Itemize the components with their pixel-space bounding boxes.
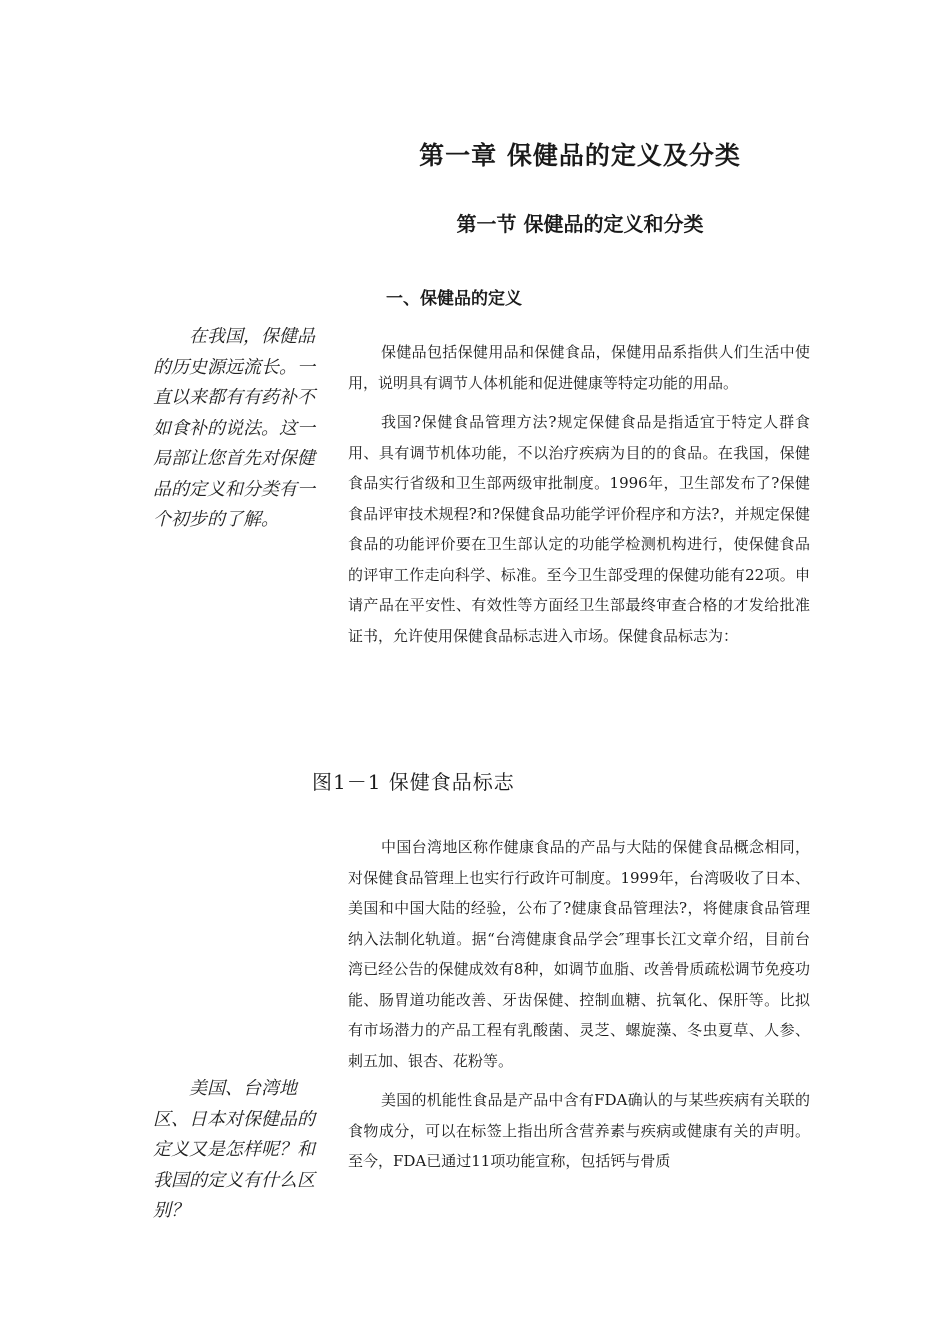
body-paragraph: 我国?保健食品管理方法?规定保健食品是指适宜于特定人群食用、具有调节机体功能，不以治疗疾病为目的的食品。在我国，保健食品实行省级和卫生部两级审批制度。1996年，卫生部发布了?保健食品评审技术规程?和?保健食品功能学评价程序和方法?，并规定保健食品的功能评价要在卫生部认定的功能学检测机构进行，使保健食品的评审工作走向科学、标准。至今卫生部受理的保健功能有22项。申请产品在平安性、有效性等方面经卫生部最终审查合格的才发给批准证书，允许使用保健食品标志进入市场。保健食品标志为： xyxy=(348,413,810,645)
body-text-block xyxy=(348,832,810,1186)
section-title: 第一节 保健品的定义和分类 xyxy=(456,212,704,236)
subsection-title: 一、保健品的定义 xyxy=(386,289,522,309)
margin-note: 美国、台湾地区、日本对保健品的定义又是怎样呢？和我国的定义有什么区别？ xyxy=(153,1078,315,1221)
figure-caption: 图1－1 保健食品标志 xyxy=(312,770,515,794)
body-paragraph: 中国台湾地区称作健康食品的产品与大陆的保健食品概念相同，对保健食品管理上也实行行政许可制度。1999年，台湾吸收了日本、美国和中国大陆的经验，公布了?健康食品管理法?，将健康食品管理纳入法制化轨道。据“台湾健康食品学会″理事长江文章介绍，目前台湾已经公告的保健成效有8种，如调节血脂、改善骨质疏松调节免疫功能、肠胃道功能改善、牙齿保健、控制血糖、抗氧化、保肝等。比拟有市场潜力的产品工程有乳酸菌、灵芝、螺旋藻、冬虫夏草、人参、刺五加、银杏、花粉等。 xyxy=(348,838,810,1070)
body-paragraph: 美国的机能性食品是产品中含有FDA确认的与某些疾病有关联的食物成分，可以在标签上指出所含营养素与疾病或健康有关的声明。至今，FDA已通过11项功能宣称，包括钙与骨质 xyxy=(348,1091,810,1170)
chapter-title: 第一章 保健品的定义及分类 xyxy=(419,141,741,170)
body-paragraph: 保健品包括保健用品和保健食品，保健用品系指供人们生活中使用，说明具有调节人体机能和促进健康等特定功能的用品。 xyxy=(348,343,810,392)
margin-note: 在我国，保健品的历史源远流长。一直以来都有有药补不如食补的说法。这一局部让您首先对保健品的定义和分类有一个初步的了解。 xyxy=(153,326,315,530)
body-text-block xyxy=(348,337,810,660)
